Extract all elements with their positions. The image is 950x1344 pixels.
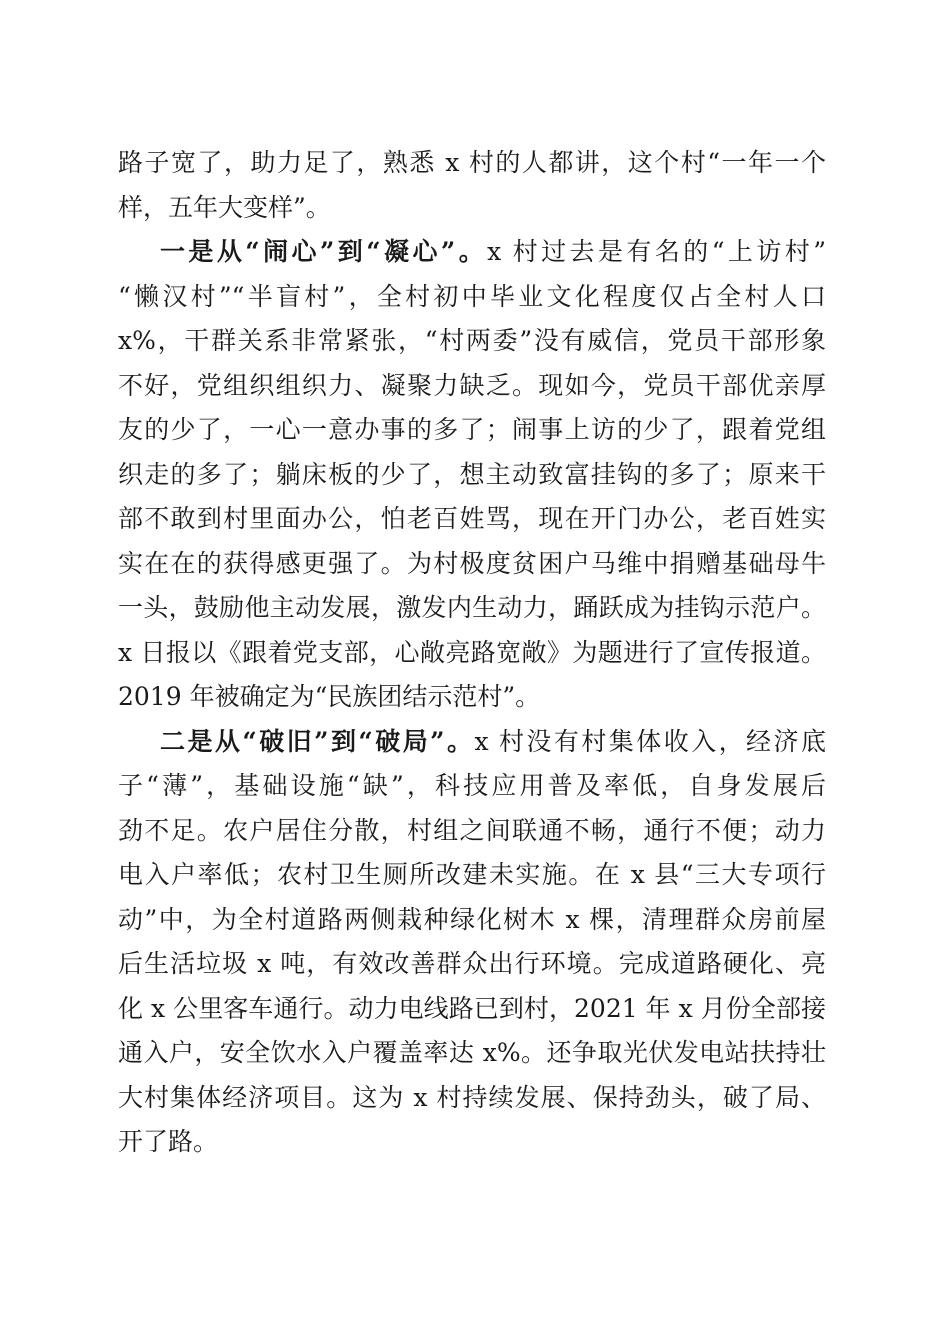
paragraph-intro [118, 141, 826, 230]
text-line: 劲不足。农户居住分散，村组之间联通不畅，通行不便；动力 [118, 815, 826, 845]
text-span: x 村过去是有名的“上访村” [487, 237, 826, 266]
text-line: 动”中，为全村道路两侧栽种绿化树木 x 棵，清理群众房前屋 [118, 904, 826, 934]
document-body [118, 141, 826, 1165]
text-line: x%，干群关系非常紧张，“村两委”没有威信，党员干部形象 [118, 326, 826, 355]
text-line: 路子宽了，助力足了，熟悉 x 村的人都讲，这个村“一年一个 [118, 148, 826, 177]
text-line: 样，五年大变样”。 [118, 192, 331, 222]
text-line: 织走的多了；躺床板的少了，想主动致富挂钩的多了；原来干 [118, 459, 826, 489]
paragraph-lead-heading: 一是从“闹心”到“凝心”。 [160, 237, 488, 266]
text-line: x 日报以《跟着党支部，心敞亮路宽敞》为题进行了宣传报道。 [118, 637, 826, 667]
text-line [118, 230, 826, 275]
text-line: 大村集体经济项目。这为 x 村持续发展、保持劲头，破了局、 [118, 1082, 826, 1112]
text-line: 部不敢到村里面办公，怕老百姓骂，现在开门办公，老百姓实 [118, 504, 826, 533]
text-line: 通入户，安全饮水入户覆盖率达 x%。还争取光伏发电站扶持壮 [118, 1038, 826, 1067]
paragraph-one [118, 230, 826, 720]
text-line [118, 720, 826, 765]
text-line: 2019 年被确定为“民族团结示范村”。 [118, 682, 541, 711]
text-line: 化 x 公里客车通行。动力电线路已到村，2021 年 x 月份全部接 [118, 993, 826, 1023]
text-line: 开了路。 [118, 1127, 219, 1156]
text-line: 一头，鼓励他主动发展，激发内生动力，踊跃成为挂钩示范户。 [118, 593, 826, 622]
paragraph-lead-heading: 二是从“破旧”到“破局”。 [160, 726, 475, 756]
text-line: 子“薄”，基础设施“缺”，科技应用普及率低，自身发展后 [118, 771, 826, 800]
text-line: “懒汉村”“半盲村”，全村初中毕业文化程度仅占全村人口 [118, 281, 826, 311]
text-line: 友的少了，一心一意办事的多了；闹事上访的少了，跟着党组 [118, 415, 826, 444]
text-line: 电入户率低；农村卫生厕所改建未实施。在 x 县“三大专项行 [118, 860, 826, 889]
paragraph-two [118, 720, 826, 1165]
text-span: x 村没有村集体收入，经济底 [474, 726, 826, 756]
text-line: 不好，党组织组织力、凝聚力缺乏。现如今，党员干部优亲厚 [118, 370, 826, 400]
text-line: 后生活垃圾 x 吨，有效改善群众出行环境。完成道路硬化、亮 [118, 949, 826, 978]
text-line: 实在在的获得感更强了。为村极度贫困户马维中捐赠基础母牛 [118, 548, 826, 578]
